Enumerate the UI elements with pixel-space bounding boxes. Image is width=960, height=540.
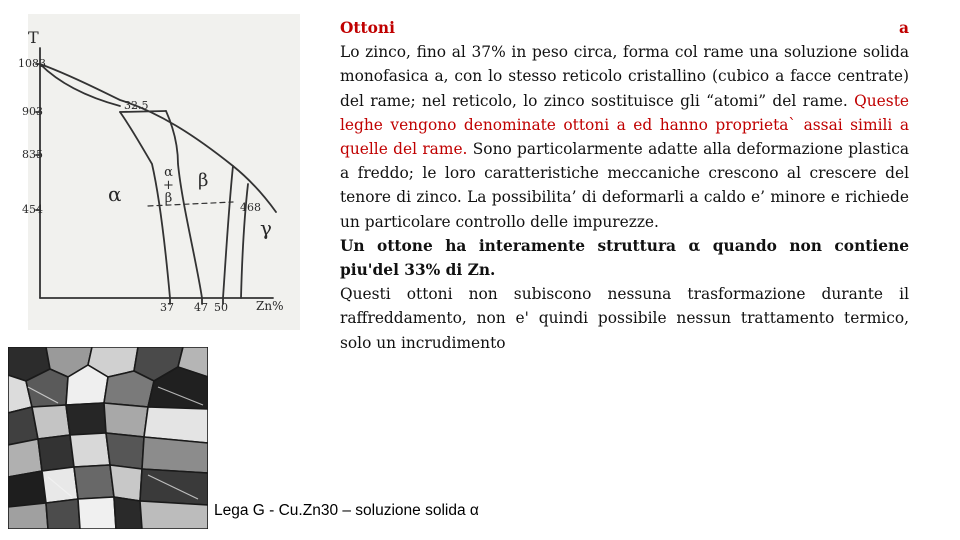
phase-label-alpha-beta: α + β — [163, 165, 174, 206]
solidus-line — [40, 64, 120, 106]
comp-label-47: 47 — [194, 301, 208, 314]
composition-axis-label: Zn% — [256, 299, 284, 313]
liquidus-line — [40, 64, 276, 212]
comp-label-37: 37 — [160, 301, 174, 314]
phase-label-alpha: α — [108, 182, 122, 206]
temp-label-454: 454 — [22, 203, 43, 216]
text-block — [340, 16, 909, 355]
grain-structure — [8, 347, 208, 529]
temp-label-835: 835 — [22, 148, 43, 161]
paragraph-1-intro: Lo zinco, fino al 37% in peso circa, forma col rame una soluzione solida monofasica a, con lo stesso reticolo cristallino (cubico a facce centrate) del rame; nel reticolo, lo zinco sostituisce gli “atomi” del rame. — [340, 43, 909, 110]
paragraph-1-rest: Sono particolarmente adatte alla deformazione plastica a freddo; le loro caratteristiche meccaniche crescono al crescere del tenore di zinco. La possibilita’ di deformarli a caldo e’ minore e richiede un particolare controllo delle impurezze. — [340, 140, 910, 231]
page-title: Ottoni — [340, 19, 395, 37]
paragraph-3: Questi ottoni non subiscono nessuna trasformazione durante il raffreddamento, non e' quindi possibile nessun trattamento termico, solo un incrudimento — [340, 285, 909, 352]
title-line — [340, 16, 909, 40]
phase-label-gamma: γ — [260, 216, 272, 240]
alpha-boundary — [120, 112, 170, 298]
point-label-468: 468 — [240, 201, 261, 214]
temp-label-903: 903 — [22, 105, 43, 118]
paragraph-1 — [340, 40, 909, 234]
title-right-letter: a — [899, 19, 909, 37]
comp-label-50: 50 — [214, 301, 228, 314]
micrograph-caption: Lega G - Cu.Zn30 – soluzione solida α — [214, 502, 479, 519]
beta-boundary-right — [223, 166, 233, 298]
cu-zn-phase-diagram — [18, 14, 300, 330]
phase-label-beta: β — [198, 170, 209, 191]
order-disorder-line — [148, 202, 233, 206]
point-label-32-5: 32.5 — [124, 99, 149, 112]
temp-label-1083: 1083 — [18, 57, 46, 70]
paragraph-1-highlight: Queste leghe vengono denominate ottoni a ed hanno proprieta` assai simili a quelle del rame. — [340, 91, 909, 159]
temperature-axis-label: T — [28, 28, 39, 47]
paragraph-2: Un ottone ha interamente struttura α quando non contiene piu'del 33% di Zn. — [340, 236, 909, 280]
micrograph-image — [8, 347, 208, 529]
